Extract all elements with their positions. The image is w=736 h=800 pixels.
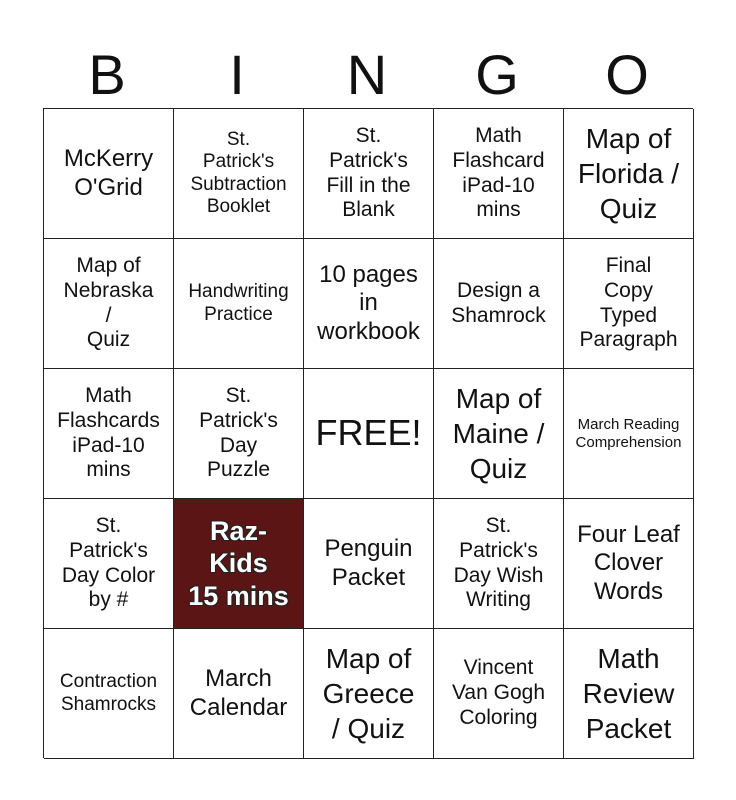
- bingo-cell: St. Patrick's Subtraction Booklet: [174, 109, 304, 239]
- bingo-cell: Map of Greece / Quiz: [304, 629, 434, 759]
- bingo-cell: St. Patrick's Day Color by #: [44, 499, 174, 629]
- bingo-cell: Four Leaf Clover Words: [564, 499, 694, 629]
- bingo-cell: Map of Maine / Quiz: [434, 369, 564, 499]
- bingo-cell: Math Flashcards iPad-10 mins: [44, 369, 174, 499]
- header-letter-g: G: [475, 43, 521, 106]
- bingo-cell: March Reading Comprehension: [564, 369, 694, 499]
- highlighted-cell: Raz- Kids 15 mins: [174, 499, 304, 629]
- bingo-cell: Math Review Packet: [564, 629, 694, 759]
- bingo-cell: March Calendar: [174, 629, 304, 759]
- header-letter-o: O: [605, 43, 651, 106]
- free-space-cell: FREE!: [304, 369, 434, 499]
- bingo-cell: Design a Shamrock: [434, 239, 564, 369]
- bingo-cell: Handwriting Practice: [174, 239, 304, 369]
- bingo-cell: Final Copy Typed Paragraph: [564, 239, 694, 369]
- bingo-cell: St. Patrick's Day Wish Writing: [434, 499, 564, 629]
- bingo-cell: St. Patrick's Day Puzzle: [174, 369, 304, 499]
- bingo-cell: Vincent Van Gogh Coloring: [434, 629, 564, 759]
- header-letter-n: N: [346, 43, 390, 106]
- bingo-cell: 10 pages in workbook: [304, 239, 434, 369]
- bingo-cell: McKerry O'Grid: [44, 109, 174, 239]
- header-letter-i: I: [229, 43, 247, 106]
- bingo-header: [43, 42, 693, 108]
- bingo-cell: Penguin Packet: [304, 499, 434, 629]
- bingo-cell: Map of Florida / Quiz: [564, 109, 694, 239]
- bingo-cell: Math Flashcard iPad-10 mins: [434, 109, 564, 239]
- bingo-cell: Contraction Shamrocks: [44, 629, 174, 759]
- bingo-grid: [43, 108, 693, 758]
- bingo-cell: St. Patrick's Fill in the Blank: [304, 109, 434, 239]
- header-letter-b: B: [88, 43, 128, 106]
- bingo-cell: Map of Nebraska / Quiz: [44, 239, 174, 369]
